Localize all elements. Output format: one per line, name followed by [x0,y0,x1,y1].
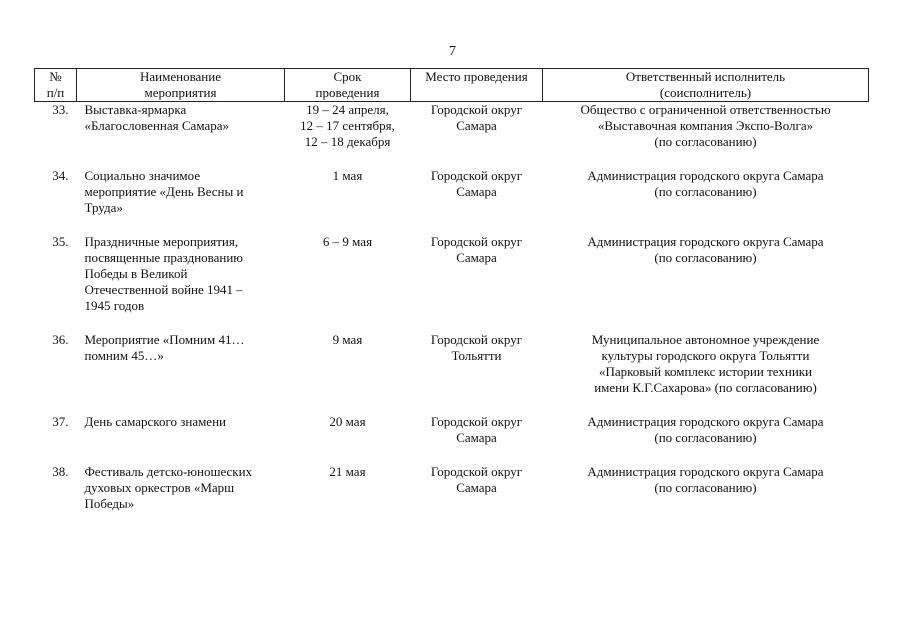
event-date: 6 – 9 мая [322,234,373,249]
event-name: Социально значимое мероприятие «День Весны и Труда» [84,168,244,215]
row-number: 35. [52,234,69,249]
event-responsible: Администрация городского округа Самара (по согласованию) [587,168,824,199]
row-number: 37. [52,414,69,429]
table-row [35,414,869,464]
header-date: Срок проведения [285,69,411,102]
event-name: Праздничные мероприятия, посвященные празднованию Победы в Великой Отечественной войне 1941 – 1945 годов [84,234,244,313]
event-date: 20 мая [329,414,366,429]
table-header [35,69,869,102]
table-row [35,168,869,234]
event-date: 19 – 24 апреля, 12 – 17 сентября, 12 – 18 декабря [300,102,395,149]
event-name: День самарского знамени [84,414,226,429]
event-name: Выставка-ярмарка «Благословенная Самара» [84,102,230,133]
event-responsible: Администрация городского округа Самара (по согласованию) [587,464,824,495]
event-name: Мероприятие «Помним 41… помним 45…» [84,332,245,363]
event-place: Городской округ Самара [430,414,523,445]
row-number: 33. [52,102,69,117]
event-date: 21 мая [329,464,366,479]
event-place: Городской округ Самара [430,234,523,265]
table-row [35,332,869,414]
event-place: Городской округ Самара [430,102,523,133]
table-row [35,234,869,332]
row-number: 38. [52,464,69,479]
event-responsible: Общество с ограниченной ответственностью «Выставочная компания Экспо-Волга» (по согласованию) [580,102,831,149]
header-name: Наименование мероприятия [77,69,285,102]
event-date: 9 мая [332,332,363,347]
page-number: 7 [449,44,456,59]
event-name: Фестиваль детско-юношеских духовых оркестров «Марш Победы» [84,464,253,511]
header-num: № п/п [35,69,77,102]
event-responsible: Администрация городского округа Самара (по согласованию) [587,234,824,265]
table-row [35,464,869,530]
header-responsible: Ответственный исполнитель (соисполнитель) [543,69,869,102]
event-responsible: Муниципальное автономное учреждение культуры городского округа Тольятти «Парковый комплекс истории техники имени К.Г.Сахарова» (по согласованию) [591,332,820,395]
event-place: Городской округ Тольятти [430,332,523,363]
event-responsible: Администрация городского округа Самара (по согласованию) [587,414,824,445]
events-table [34,68,869,530]
event-place: Городской округ Самара [430,168,523,199]
row-number: 34. [52,168,69,183]
event-date: 1 мая [332,168,363,183]
row-number: 36. [52,332,69,347]
header-place: Место проведения [411,69,543,102]
table-row [35,102,869,169]
event-place: Городской округ Самара [430,464,523,495]
